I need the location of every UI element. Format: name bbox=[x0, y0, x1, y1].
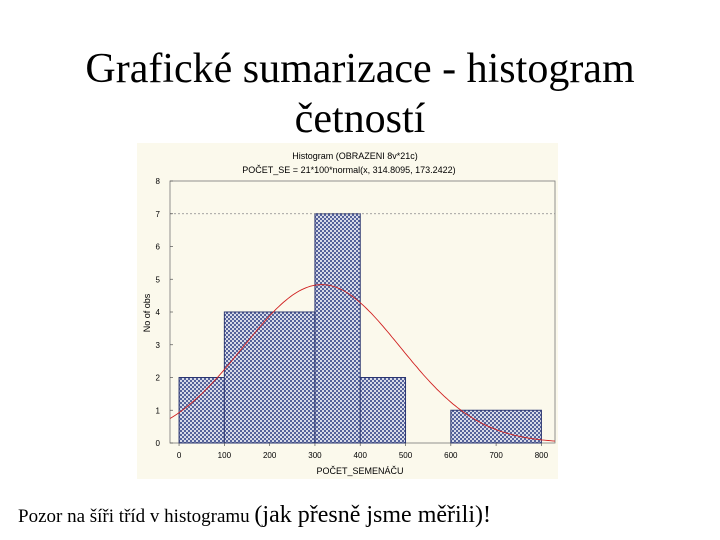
slide-title bbox=[0, 44, 720, 144]
caption-emphasis: (jak přesně jsme měřili)! bbox=[254, 502, 491, 528]
y-tick-label-1: 1 bbox=[155, 406, 160, 416]
y-tick-label-8: 8 bbox=[155, 177, 160, 186]
slide-caption bbox=[18, 500, 708, 532]
histogram-chart bbox=[137, 143, 558, 479]
y-tick-label-6: 6 bbox=[155, 242, 160, 252]
x-tick-label-6: 600 bbox=[444, 451, 458, 460]
caption-text: Pozor na šíři tříd v histogramu bbox=[18, 506, 255, 527]
x-tick-label-8: 800 bbox=[534, 451, 549, 460]
x-tick-label-7: 700 bbox=[489, 451, 503, 460]
title-line-1: Grafické sumarizace - histogram bbox=[85, 46, 635, 92]
x-tick-label-2: 200 bbox=[262, 451, 277, 460]
y-tick-label-2: 2 bbox=[155, 373, 160, 383]
chart-subtitle: POČET_SE = 21*100*normal(x, 314.8095, 173.2422) bbox=[242, 165, 456, 175]
y-tick-label-3: 3 bbox=[155, 340, 160, 350]
title-line-2: četností bbox=[294, 96, 426, 142]
histogram-bar-4 bbox=[360, 378, 405, 444]
histogram-bar-3 bbox=[315, 214, 360, 443]
x-tick-label-5: 500 bbox=[398, 451, 413, 460]
x-tick-label-4: 400 bbox=[353, 451, 367, 460]
x-tick-label-3: 300 bbox=[308, 451, 322, 460]
y-tick-label-7: 7 bbox=[155, 209, 160, 219]
histogram-bar-2 bbox=[224, 312, 315, 443]
y-tick-label-4: 4 bbox=[155, 308, 160, 317]
histogram-svg bbox=[137, 143, 558, 479]
x-tick-label-1: 100 bbox=[217, 451, 232, 460]
y-tick-label-5: 5 bbox=[155, 275, 160, 285]
x-axis-label: POČET_SEMENÁČU bbox=[316, 466, 404, 476]
histogram-bar-1 bbox=[179, 378, 224, 444]
y-tick-label-0: 0 bbox=[155, 439, 160, 448]
y-axis-label: No of obs bbox=[142, 293, 152, 333]
chart-title: Histogram (OBRAZENI 8v*21c) bbox=[292, 151, 418, 161]
x-tick-label-0: 0 bbox=[176, 451, 182, 460]
